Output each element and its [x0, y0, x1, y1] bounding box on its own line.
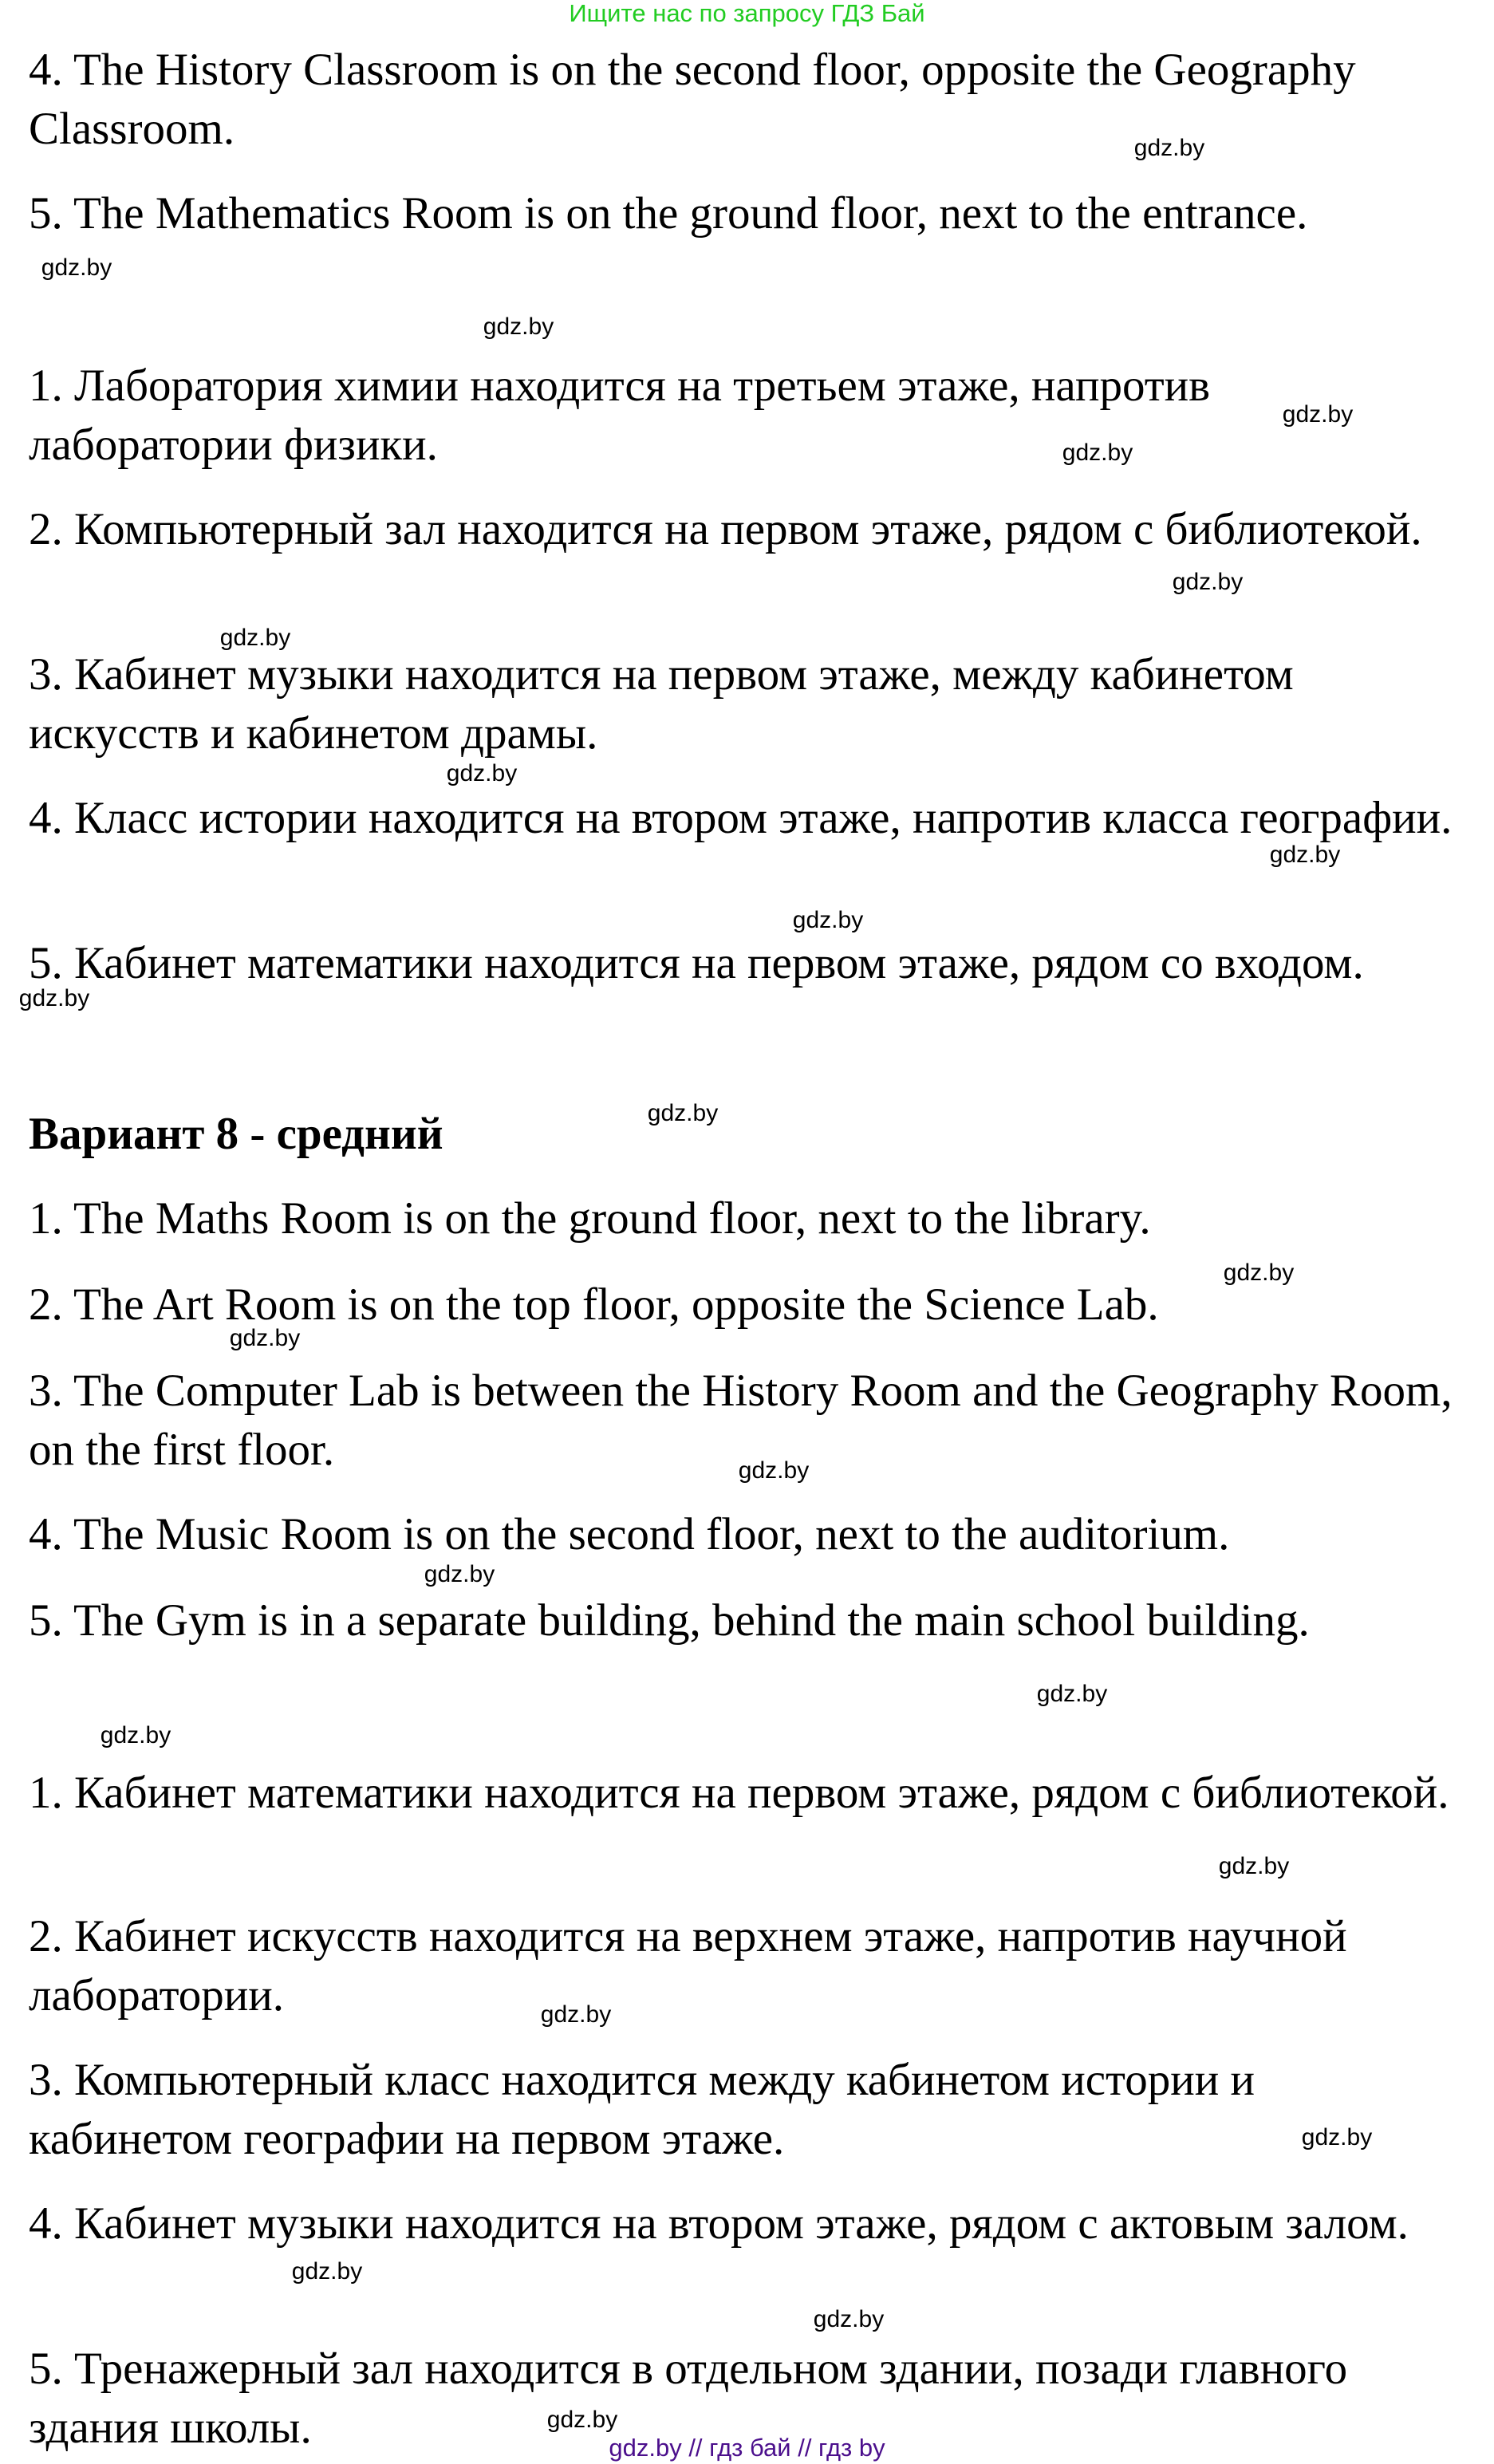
section-heading: Вариант 8 - средний: [29, 1109, 443, 1159]
watermark: gdz.by: [100, 1722, 171, 1748]
text-paragraph: 5. The Mathematics Room is on the ground floor, next to the entrance.: [29, 188, 1308, 239]
text-paragraph: 1. Кабинет математики находится на первом этаже, рядом с библиотекой.: [29, 1768, 1449, 1818]
watermark: gdz.by: [483, 313, 554, 340]
text-paragraph: 1. The Maths Room is on the ground floor, next to the library.: [29, 1193, 1151, 1244]
text-paragraph: 5. Кабинет математики находится на первом этаже, рядом со входом.: [29, 938, 1364, 988]
text-paragraph: 2. Компьютерный зал находится на первом этаже, рядом с библиотекой.: [29, 504, 1422, 554]
watermark: gdz.by: [1223, 1260, 1295, 1286]
top-banner: Ищите нас по запросу ГДЗ Бай: [569, 0, 925, 27]
text-paragraph: 2. Кабинет искусств находится на верхнем этаже, напротив научной лаборатории.: [29, 1911, 1347, 2020]
watermark: gdz.by: [219, 625, 291, 651]
watermark: gdz.by: [41, 254, 112, 281]
watermark: gdz.by: [1172, 569, 1244, 595]
watermark: gdz.by: [1301, 2124, 1373, 2151]
text-paragraph: 5. The Gym is in a separate building, behind the main school building.: [29, 1595, 1310, 1646]
watermark: gdz.by: [446, 760, 518, 787]
watermark: gdz.by: [229, 1325, 301, 1351]
watermark: gdz.by: [546, 2407, 618, 2433]
watermark: gdz.by: [18, 985, 90, 1011]
watermark: gdz.by: [647, 1100, 719, 1126]
watermark: gdz.by: [540, 2001, 612, 2028]
text-paragraph: 4. Кабинет музыки находится на втором этаже, рядом с актовым залом.: [29, 2198, 1409, 2249]
text-paragraph: 3. Компьютерный класс находится между кабинетом истории и кабинетом географии на первом этаже.: [29, 2055, 1255, 2164]
text-paragraph: 4. The History Classroom is on the second floor, opposite the Geography Classroom.: [29, 45, 1356, 154]
text-paragraph: 1. Лаборатория химии находится на третьем этаже, напротив лаборатории физики.: [29, 361, 1211, 470]
text-paragraph: 5. Тренажерный зал находится в отдельном здании, позади главного здания школы.: [29, 2344, 1348, 2453]
watermark: gdz.by: [1133, 135, 1205, 161]
watermark: gdz.by: [792, 907, 864, 933]
watermark: gdz.by: [1282, 401, 1354, 428]
watermark: gdz.by: [424, 1561, 495, 1587]
text-paragraph: 3. The Computer Lab is between the History Room and the Geography Room, on the first floor.: [29, 1366, 1453, 1475]
text-paragraph: 3. Кабинет музыки находится на первом этаже, между кабинетом искусств и кабинетом драмы.: [29, 649, 1294, 759]
watermark: gdz.by: [1036, 1681, 1108, 1707]
watermark: gdz.by: [1218, 1853, 1290, 1879]
watermark: gdz.by: [1062, 440, 1133, 466]
watermark: gdz.by: [1269, 842, 1341, 868]
text-paragraph: 2. The Art Room is on the top floor, opposite the Science Lab.: [29, 1279, 1159, 1330]
bottom-banner: gdz.by // гдз бай // гдз by: [609, 2434, 885, 2462]
text-paragraph: 4. The Music Room is on the second floor, next to the auditorium.: [29, 1509, 1230, 1559]
watermark: gdz.by: [738, 1457, 810, 1484]
watermark: gdz.by: [813, 2306, 885, 2332]
text-paragraph: 4. Класс истории находится на втором этаже, напротив класса географии.: [29, 793, 1453, 843]
watermark: gdz.by: [291, 2258, 363, 2285]
